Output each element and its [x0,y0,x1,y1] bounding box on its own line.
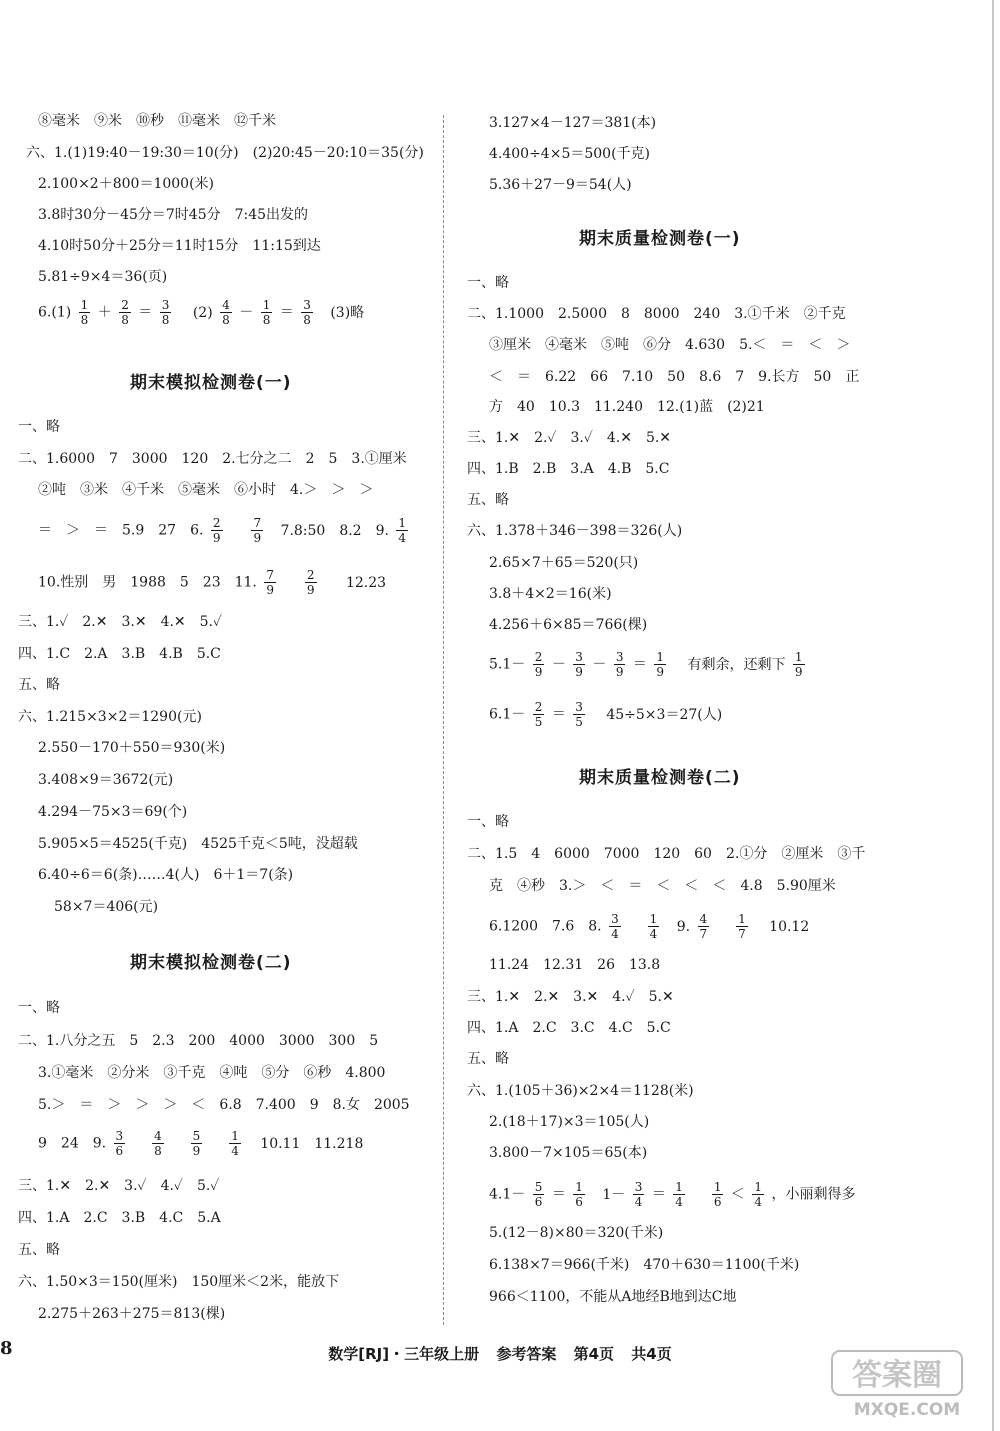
text-line: 二、1.1000 2.5000 8 8000 240 3.①千米 ②千克 [467,306,846,322]
numerator: 7 [266,568,274,582]
text-line: ②吨 ③米 ④千米 ⑤毫米 ⑥小时 4.＞ ＞ ＞ [38,482,374,498]
fraction [648,912,660,941]
text: 12.23 [345,574,387,591]
numerator: 1 [231,1129,239,1143]
text-line: 6.40÷6＝6(条)……4(人) 6＋1＝7(条) [38,867,294,883]
denominator: 8 [303,313,311,327]
operator: ＋ [97,304,112,321]
numerator: 1 [713,1180,722,1194]
text: 7.8:50 8.2 9. [280,522,389,539]
numerator: 1 [656,650,664,664]
text-line: 2.100×2＋800＝1000(米) [38,176,214,192]
text-line: 二、1.5 4 6000 7000 120 60 2.①分 ②厘米 ③千 [467,846,866,862]
text-line: 5.81÷9×4＝36(页) [38,269,168,285]
fraction [191,1129,203,1158]
numerator: 2 [306,568,315,582]
text-line: 3.800－7×105＝65(本) [489,1145,648,1161]
denominator: 9 [306,583,315,597]
numerator: 5 [534,1180,543,1194]
text: 45÷5×3＝27(人) [606,706,723,723]
watermark-icon [828,1349,986,1419]
fraction [305,568,317,597]
denominator: 9 [534,665,543,679]
numerator: 3 [303,298,311,312]
fraction-line [489,1180,855,1209]
numerator: 1 [80,298,89,312]
numerator: 3 [634,1180,643,1194]
text: 10.12 [769,918,810,935]
text: 6.1200 7.6 8. [489,918,602,935]
denominator: 9 [192,1144,201,1158]
text-line: 4.10时50分＋25分＝11时15分 11:15到达 [38,238,321,254]
fraction-line [38,516,411,545]
text-line: 二、1.6000 7 3000 120 2.七分之二 2 5 3.①厘米 [18,451,407,467]
text-line: 四、1.A 2.C 3.C 4.C 5.C [467,1020,671,1036]
operator: ＝ [632,656,647,673]
operator: － [592,656,607,673]
numerator: 1 [649,912,658,926]
fraction [533,650,545,679]
denominator: 9 [794,665,803,679]
numerator: 7 [253,516,262,530]
text-line: 六、1.378＋346－398＝326(人) [467,523,683,539]
text-line: 6.138×7＝966(千米) 470＋630＝1100(千米) [489,1257,800,1273]
text-line: 三、1.✕ 2.✕ 3.✓ 4.✓ 5.✓ [18,1178,220,1194]
operator: － [239,304,254,321]
text-line: 4.256＋6×85＝766(棵) [489,617,648,633]
denominator: 4 [754,1195,763,1209]
text: 有剩余，还剩下 [687,656,786,673]
text: 9 24 9. [38,1135,107,1152]
denominator: 9 [575,665,583,679]
denominator: 8 [121,313,129,327]
footer-total: 共4页 [631,1345,672,1363]
operator: ＝ [138,304,153,321]
numerator: 3 [611,912,619,926]
watermark-logo [828,1349,986,1419]
fraction [251,516,263,545]
numerator: 3 [575,650,583,664]
text: ＝ ＞ ＝ 5.9 27 6. [38,522,204,539]
numerator: 1 [738,912,746,926]
text-line: 三、1.✕ 2.✕ 3.✕ 4.✓ 5.✕ [467,989,674,1005]
denominator: 5 [534,715,543,729]
text: 5.1－ [489,656,526,673]
text-line: 966＜1100，不能从A地经B地到达C地 [489,1289,737,1305]
numerator: 2 [212,516,221,530]
denominator: 8 [154,1144,162,1158]
numerator: 5 [192,1129,201,1143]
text-line: 四、1.C 2.A 3.B 4.B 5.C [18,646,221,662]
numerator: 4 [222,298,230,312]
denominator: 8 [262,313,271,327]
text: 1－ [602,1186,626,1203]
text: 9. [676,918,691,935]
numerator: 4 [699,912,708,926]
text-line: 方 40 10.3 11.240 12.(1)蓝 (2)21 [489,399,765,415]
page-edge-line [992,0,994,1431]
text-line: ⑧毫米 ⑨米 ⑩秒 ⑪毫米 ⑫千米 [38,113,276,129]
text-line: 克 ④秒 3.＞ ＜ ＝ ＜ ＜ ＜ 4.8 5.90厘米 [489,878,836,894]
fraction [573,1180,585,1209]
numerator: 4 [154,1129,162,1143]
denominator: 4 [398,531,407,545]
fraction-line [38,568,386,597]
operator: ＝ [651,1186,666,1203]
operator: ＝ [551,1186,566,1203]
denominator: 6 [534,1195,543,1209]
text-line: 六、1.50×3＝150(厘米) 150厘米＜2米，能放下 [18,1274,340,1290]
section-heading: 期末模拟检测卷(一) [130,373,292,393]
fraction [712,1180,724,1209]
text-line: 六、1.215×3×2＝1290(元) [18,709,202,725]
text-line: 三、1.✓ 2.✕ 3.✕ 4.✕ 5.✓ [18,614,223,630]
numerator: 3 [575,700,583,714]
text-line: 五、略 [467,492,509,508]
fraction [160,298,172,327]
text-line: 5.905×5＝4525(千克) 4525千克＜5吨，没超载 [38,836,358,852]
fraction [736,912,748,941]
text-line: 三、1.✕ 2.✓ 3.✓ 4.✕ 5.✕ [467,430,672,446]
fraction [119,298,131,327]
fraction [152,1129,164,1158]
text-line: 11.24 12.31 26 13.8 [489,957,661,973]
fraction [609,912,621,941]
denominator: 4 [675,1195,683,1209]
text-line: 5.＞ ＝ ＞ ＞ ＞ ＜ 6.8 7.400 9 8.女 2005 [38,1097,410,1113]
fraction-line [38,1129,363,1158]
text-line: 3.①毫米 ②分米 ③千克 ④吨 ⑤分 ⑥秒 4.800 [38,1065,386,1081]
text-line: 2.550－170＋550＝930(米) [38,740,226,756]
text-line: 5.(12－8)×80＝320(千米) [489,1225,664,1241]
text-line: 2.275＋263＋275＝813(棵) [38,1306,226,1322]
fraction [211,516,223,545]
footer-page: 第4页 [573,1345,615,1363]
numerator: 1 [575,1180,583,1194]
fraction-line [489,912,809,941]
text-line: 58×7＝406(元) [54,899,159,915]
fraction-line [489,700,722,729]
numerator: 1 [398,516,407,530]
fraction [301,298,313,327]
text-line: 一、略 [467,275,509,291]
text-line: 5.36＋27－9＝54(人) [489,177,632,193]
section-heading: 期末质量检测卷(二) [579,768,741,788]
text: 10.11 11.218 [260,1135,364,1152]
fraction [673,1180,685,1209]
text: 6.(1) [38,304,72,321]
fraction [752,1180,764,1209]
text-line: 五、略 [18,677,60,693]
fraction [220,298,232,327]
fraction [793,650,805,679]
section-heading: 期末模拟检测卷(二) [130,953,292,973]
fraction [654,650,666,679]
denominator: 6 [713,1195,722,1209]
denominator: 6 [575,1195,583,1209]
text-line: 一、略 [467,814,509,830]
text: (2) [192,304,213,321]
denominator: 8 [222,313,230,327]
footer-subject: 数学[RJ]・三年级上册 [328,1345,480,1363]
fraction [396,516,408,545]
text-line: 3.8时30分－45分＝7时45分 7:45出发的 [38,207,309,223]
text: (3)略 [330,304,365,321]
fraction [533,1180,545,1209]
text-line: 3.8＋4×2＝16(米) [489,586,612,602]
text-line: 4.294－75×3＝69(个) [38,804,188,820]
denominator: 4 [231,1144,239,1158]
denominator: 7 [699,927,708,941]
text-line: 2.(18＋17)×3＝105(人) [489,1114,650,1130]
text: 6.1－ [489,706,526,723]
denominator: 4 [611,927,619,941]
fraction [264,568,276,597]
footer-answers: 参考答案 [496,1345,557,1363]
watermark-top-text: 答案圈 [852,1358,942,1393]
fraction [114,1129,126,1158]
text-line: 4.400÷4×5＝500(千克) [489,146,650,162]
numerator: 1 [754,1180,763,1194]
text-line: 2.65×7＋65＝520(只) [489,555,639,571]
denominator: 5 [575,715,583,729]
section-heading: 期末质量检测卷(一) [579,229,741,249]
text: 4.1－ [489,1186,526,1203]
text: 10.性别 男 1988 5 23 11. [38,574,257,591]
text-line: 六、1.(1)19:40－19:30＝10(分) (2)20:45－20:10＝35(分) [26,145,424,161]
numerator: 2 [534,650,543,664]
fraction [633,1180,645,1209]
operator: ＝ [551,706,566,723]
denominator: 4 [649,927,658,941]
fraction [261,298,273,327]
text-line: 五、略 [18,1242,60,1258]
denominator: 6 [115,1144,124,1158]
numerator: 1 [675,1180,683,1194]
numerator: 2 [121,298,129,312]
numerator: 1 [794,650,803,664]
numerator: 1 [262,298,271,312]
fraction [79,298,91,327]
denominator: 8 [80,313,89,327]
denominator: 9 [656,665,664,679]
fraction [229,1129,241,1158]
fraction [698,912,710,941]
text-line: 一、略 [18,419,60,435]
operator: ＝ [279,304,294,321]
denominator: 4 [634,1195,643,1209]
edge-mark: 8 [0,1338,13,1359]
numerator: 3 [115,1129,124,1143]
numerator: 2 [534,700,543,714]
denominator: 9 [212,531,221,545]
text-line: 四、1.B 2.B 3.A 4.B 5.C [467,461,670,477]
text-line: ③厘米 ④毫米 ⑤吨 ⑥分 4.630 5.＜ ＝ ＜ ＞ [489,337,851,353]
operator: ＜ [730,1186,745,1203]
text-line: 六、1.(105＋36)×2×4＝1128(米) [467,1083,694,1099]
text-line: 3.408×9＝3672(元) [38,772,174,788]
fraction [573,650,585,679]
denominator: 9 [266,583,274,597]
numerator: 3 [615,650,624,664]
text-line: 四、1.A 2.C 3.B 4.C 5.A [18,1210,221,1226]
text-line: ＜ ＝ 6.22 66 7.10 50 8.6 7 9.长方 50 正 [489,369,860,385]
watermark-bottom-text: MXQE.COM [853,1400,961,1419]
text-line: 二、1.八分之五 5 2.3 200 4000 3000 300 5 [18,1033,379,1049]
operator: － [551,656,566,673]
fraction-line [489,650,808,679]
text-line: 一、略 [18,1000,60,1016]
denominator: 9 [615,665,624,679]
denominator: 8 [161,313,170,327]
column-divider [443,115,444,1325]
denominator: 7 [738,927,746,941]
fraction [533,700,545,729]
text: ，小丽剩得多 [771,1186,856,1203]
text-line: 3.127×4－127＝381(本) [489,115,657,131]
fraction [614,650,626,679]
denominator: 9 [253,531,262,545]
fraction [573,700,585,729]
numerator: 3 [161,298,170,312]
text-line: 五、略 [467,1051,509,1067]
fraction-line [38,298,364,327]
